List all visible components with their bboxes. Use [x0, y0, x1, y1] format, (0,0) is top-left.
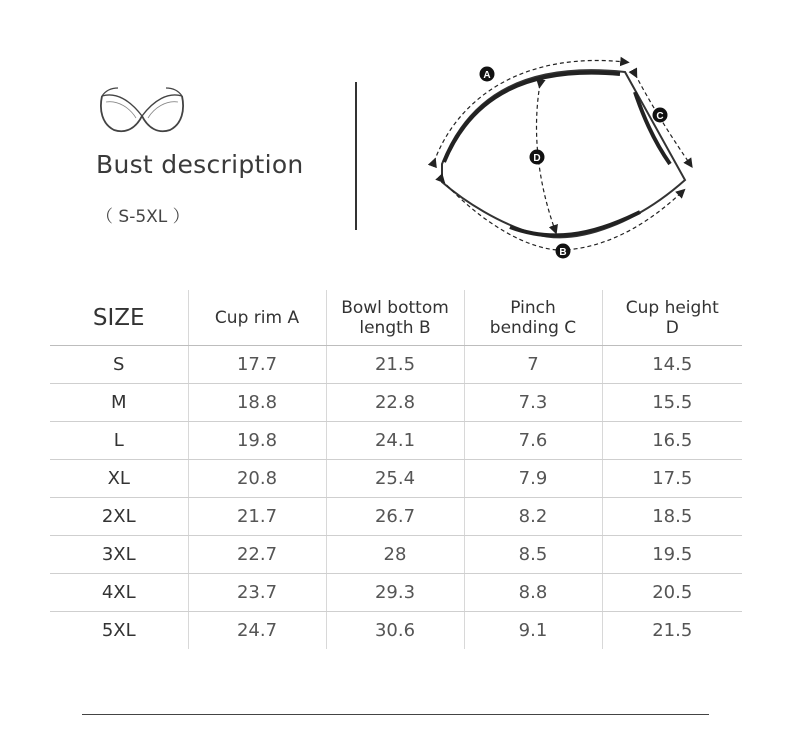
- table-header-row: [50, 290, 742, 346]
- arrow-a: [434, 60, 625, 162]
- page-title: Bust description: [96, 150, 304, 179]
- size-cell: L: [50, 422, 188, 460]
- cup-height-cell: 17.5: [602, 460, 742, 498]
- header-pinch-bending-line1: Pinch: [510, 297, 556, 318]
- svg-text:C: C: [656, 111, 664, 122]
- size-cell: 5XL: [101, 620, 136, 641]
- bowl-bottom-cell: 30.6: [326, 612, 464, 650]
- header-pinch-bending: [464, 290, 602, 346]
- cup-rim-cell: 19.8: [188, 422, 326, 460]
- bottom-divider: [82, 714, 709, 715]
- header-bowl-bottom: [326, 290, 464, 346]
- cup-height-cell: 20.5: [602, 574, 742, 612]
- label-c-badge: [653, 108, 668, 123]
- header-bowl-bottom-line2: length B: [359, 317, 431, 338]
- table-row: [50, 384, 742, 422]
- header-cup-height-line1: Cup height: [625, 297, 719, 318]
- size-range: （ S-5XL ）: [96, 207, 190, 227]
- pinch-bending-cell: 7.3: [464, 384, 602, 422]
- table-row: [50, 460, 742, 498]
- bowl-bottom-cell: 21.5: [326, 346, 464, 384]
- cup-rim-cell: 18.8: [188, 384, 326, 422]
- label-d-badge: [530, 150, 545, 165]
- cup-height-cell: 19.5: [602, 536, 742, 574]
- header-cup-height: [602, 290, 742, 346]
- bowl-bottom-cell: 26.7: [326, 498, 464, 536]
- size-cell: 3XL: [50, 536, 188, 574]
- table-row: [50, 612, 742, 650]
- size-cell: S: [50, 346, 188, 384]
- cup-rim-cell: 22.7: [188, 536, 326, 574]
- header-pinch-bending-line2: bending C: [489, 317, 577, 338]
- cup-rim-cell: 23.7: [188, 574, 326, 612]
- bowl-bottom-cell: 29.3: [326, 574, 464, 612]
- bowl-bottom-cell: 25.4: [326, 460, 464, 498]
- table-row: [50, 422, 742, 460]
- header-size: SIZE: [50, 290, 188, 346]
- pinch-bending-cell: 8.8: [464, 574, 602, 612]
- header-cup-rim: [188, 290, 326, 346]
- size-cell: 2XL: [50, 498, 188, 536]
- cup-rim-cell: 24.7: [188, 612, 326, 650]
- size-cell: XL: [50, 460, 188, 498]
- header-cup-height-line2: D: [665, 317, 679, 338]
- pinch-bending-cell: 8.2: [464, 498, 602, 536]
- vertical-divider: [355, 82, 357, 230]
- table-row: [50, 536, 742, 574]
- label-a-badge: [480, 67, 495, 82]
- table-row: [50, 346, 742, 384]
- bowl-bottom-cell: 24.1: [326, 422, 464, 460]
- cup-height-cell: 21.5: [602, 612, 742, 650]
- cup-height-cell: 14.5: [602, 346, 742, 384]
- bowl-bottom-cell: 28: [326, 536, 464, 574]
- header-cup-rim-line1: Cup rim A: [214, 307, 300, 328]
- size-cell: 4XL: [50, 574, 188, 612]
- header-bowl-bottom-line1: Bowl bottom: [341, 297, 449, 318]
- pinch-bending-cell: 8.5: [464, 536, 602, 574]
- cup-height-cell: 16.5: [602, 422, 742, 460]
- cup-rim-cell: 17.7: [188, 346, 326, 384]
- cup-rim-cell: 20.8: [188, 460, 326, 498]
- svg-text:B: B: [559, 247, 567, 258]
- arrow-b: [442, 180, 682, 250]
- pinch-bending-cell: 7.9: [464, 460, 602, 498]
- size-chart-table: [50, 290, 742, 649]
- bra-icon: [96, 86, 188, 136]
- svg-text:D: D: [533, 153, 541, 164]
- cup-measurement-diagram: [420, 52, 710, 267]
- cup-rim-cell: 21.7: [188, 498, 326, 536]
- table-row: [50, 498, 742, 536]
- bowl-bottom-cell: 22.8: [326, 384, 464, 422]
- cup-outline: [442, 70, 685, 237]
- table-row: [50, 574, 742, 612]
- pinch-bending-cell: 7: [464, 346, 602, 384]
- label-b-badge: [556, 244, 571, 259]
- cup-height-cell: 18.5: [602, 498, 742, 536]
- svg-text:A: A: [483, 70, 491, 81]
- size-cell: M: [50, 384, 188, 422]
- cup-height-cell: 15.5: [602, 384, 742, 422]
- pinch-bending-cell: 9.1: [464, 612, 602, 650]
- pinch-bending-cell: 7.6: [464, 422, 602, 460]
